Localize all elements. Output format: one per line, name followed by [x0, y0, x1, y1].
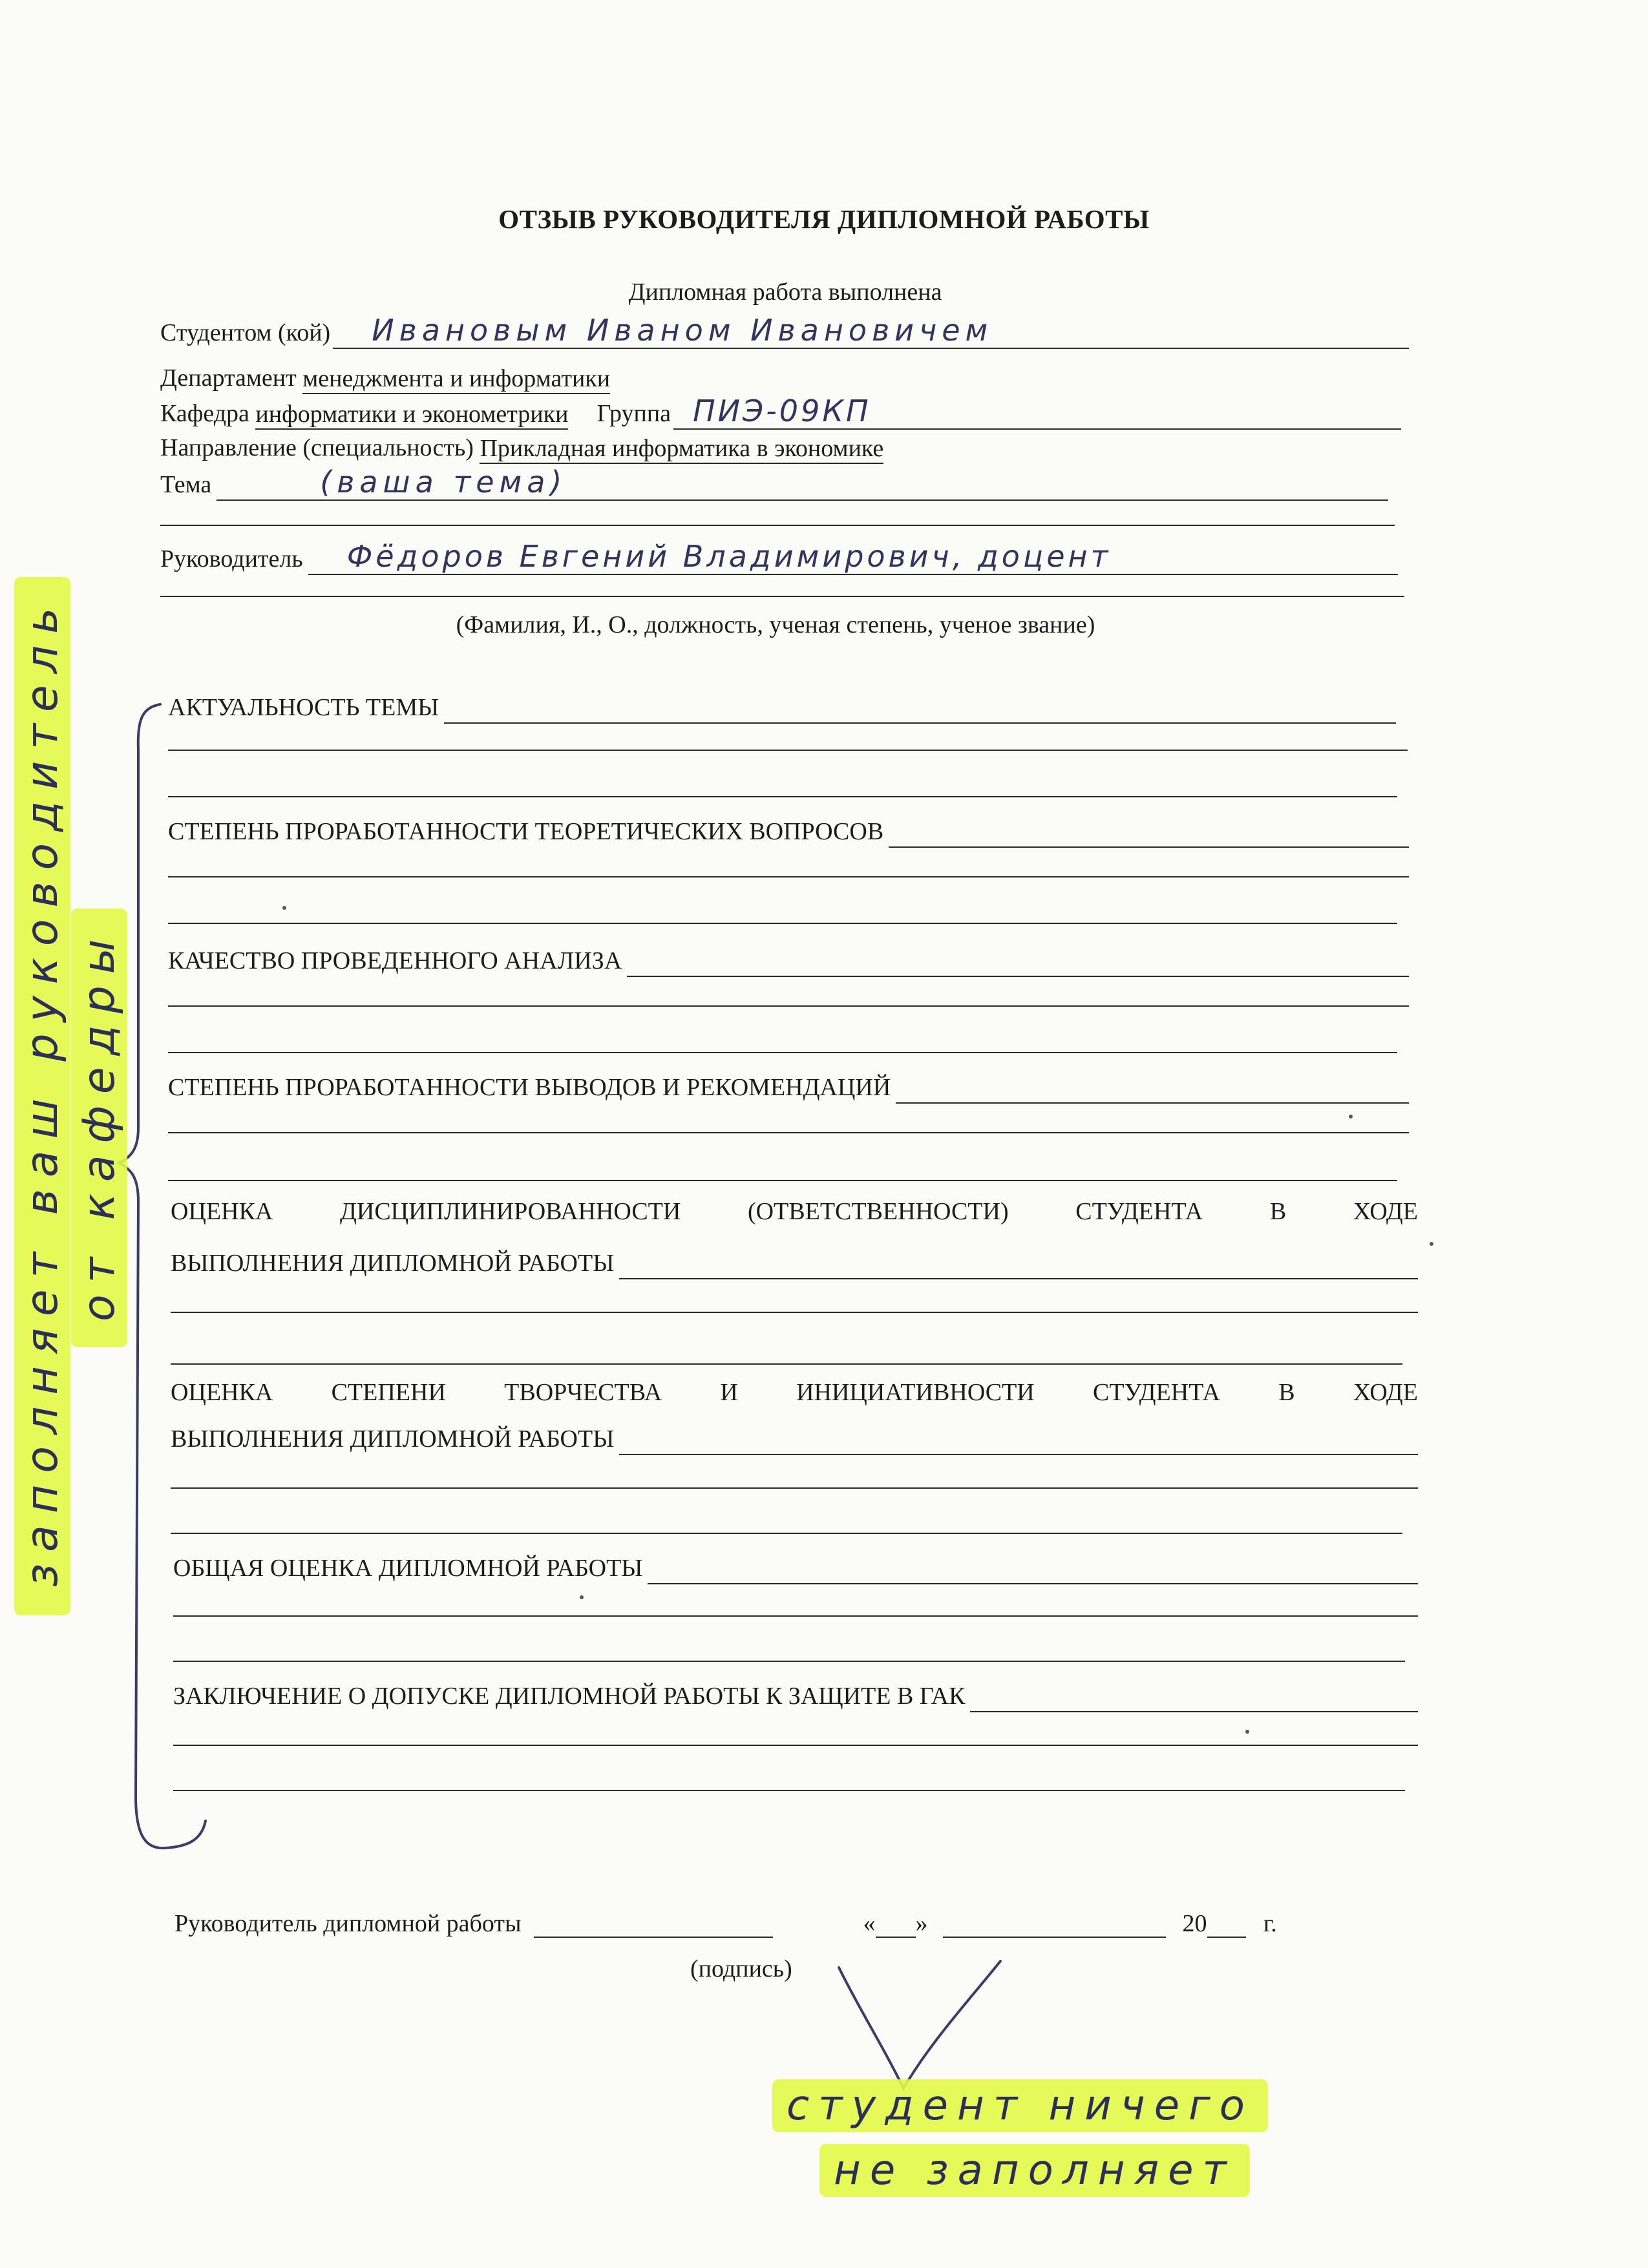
- direction-label: Направление (специальность): [160, 434, 474, 461]
- document-subtitle: Дипломная работа выполнена: [628, 278, 942, 306]
- section-analysis-label: КАЧЕСТВО ПРОВЕДЕННОГО АНАЛИЗА: [168, 947, 622, 974]
- topic-value: (ваша тема): [320, 465, 567, 499]
- section-conclusions-label: СТЕПЕНЬ ПРОРАБОТАННОСТИ ВЫВОДОВ И РЕКОМЕНДАЦИЙ: [168, 1074, 891, 1101]
- ink-dot: [282, 906, 286, 910]
- ink-dot: [1245, 1730, 1249, 1734]
- date-open-quote: «: [863, 1910, 876, 1937]
- section-creativity-label-line2: ВЫПОЛНЕНИЯ ДИПЛОМНОЙ РАБОТЫ: [171, 1425, 615, 1453]
- direction-value: Прикладная информатика в экономике: [480, 434, 883, 464]
- bottom-note-line1: студент ничего: [772, 2079, 1268, 2132]
- side-note-line1: заполняет ваш руководитель: [14, 577, 70, 1615]
- section-creativity-label-line1: ОЦЕНКА СТЕПЕНИ ТВОРЧЕСТВА И ИНИЦИАТИВНОСТИ СТУДЕНТА В ХОДЕ: [171, 1379, 1418, 1406]
- ink-dot: [1430, 1242, 1433, 1246]
- supervisor-value: Фёдоров Евгений Владимирович, доцент: [346, 539, 1112, 574]
- chair-value: информатики и эконометрики: [255, 400, 568, 430]
- section-relevance-label: АКТУАЛЬНОСТЬ ТЕМЫ: [168, 694, 439, 721]
- signature-caption: (подпись): [690, 1955, 792, 1982]
- department-value: менеджмента и информатики: [302, 364, 610, 394]
- topic-label: Тема: [160, 471, 212, 498]
- document-title: ОТЗЫВ РУКОВОДИТЕЛЯ ДИПЛОМНОЙ РАБОТЫ: [498, 204, 1150, 234]
- section-discipline-label-line2: ВЫПОЛНЕНИЯ ДИПЛОМНОЙ РАБОТЫ: [171, 1250, 615, 1277]
- side-note-line2: от кафедры: [71, 908, 127, 1347]
- section-theory-label: СТЕПЕНЬ ПРОРАБОТАННОСТИ ТЕОРЕТИЧЕСКИХ ВОПРОСОВ: [168, 818, 884, 845]
- ink-dot: [1349, 1115, 1353, 1118]
- section-overall-label: ОБЩАЯ ОЦЕНКА ДИПЛОМНОЙ РАБОТЫ: [173, 1555, 643, 1582]
- department-label: Департамент: [160, 364, 297, 392]
- group-value: ПИЭ-09КП: [693, 394, 871, 428]
- student-value: Ивановым Иваном Ивановичем: [372, 313, 993, 348]
- student-label: Студентом (кой): [160, 319, 331, 346]
- section-admission-label: ЗАКЛЮЧЕНИЕ О ДОПУСКЕ ДИПЛОМНОЙ РАБОТЫ К ЗАЩИТЕ В ГАК: [173, 1683, 966, 1710]
- bracket-mark: [119, 704, 206, 1848]
- year-prefix: 20: [1182, 1910, 1207, 1937]
- date-close-quote: »: [915, 1910, 928, 1937]
- supervisor-caption: (Фамилия, И., О., должность, ученая степень, ученое звание): [456, 611, 1095, 638]
- year-suffix: г.: [1263, 1910, 1277, 1937]
- section-discipline-label-line1: ОЦЕНКА ДИСЦИПЛИНИРОВАННОСТИ (ОТВЕТСТВЕННОСТИ) СТУДЕНТА В ХОДЕ: [171, 1198, 1418, 1225]
- group-label: Группа: [597, 400, 671, 427]
- arrow-mark: [839, 1961, 1000, 2088]
- bottom-note-line2: не заполняет: [819, 2144, 1250, 2197]
- ink-dot: [580, 1595, 584, 1599]
- chair-label: Кафедра: [160, 400, 249, 427]
- supervisor-label: Руководитель: [160, 545, 303, 572]
- signature-label: Руководитель дипломной работы: [174, 1910, 522, 1937]
